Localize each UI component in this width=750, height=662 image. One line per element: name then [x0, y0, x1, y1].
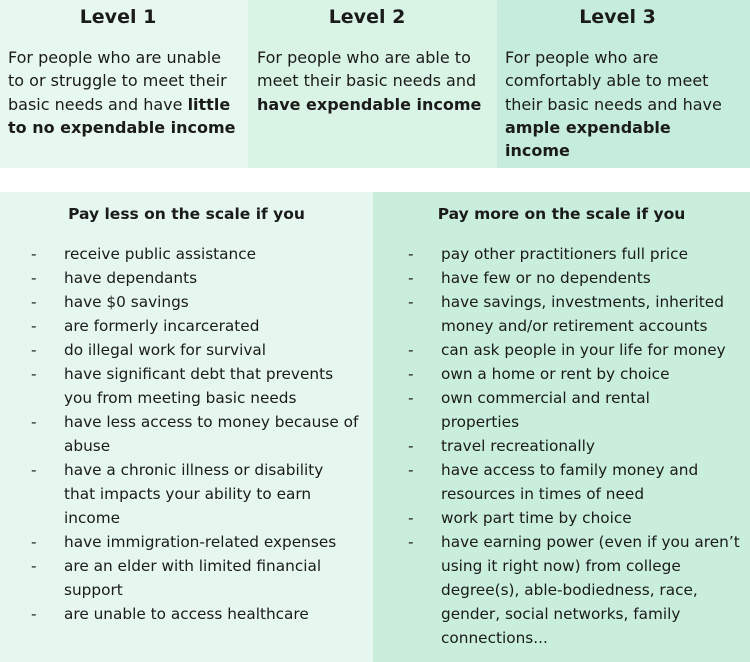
- bullet-dash: -: [408, 245, 414, 263]
- pay-more-item-text: have earning power (even if you aren’t using it right now) from college degree(s), able-bodiedness, race, gender, social networks, family connections...: [441, 533, 740, 647]
- bullet-dash: -: [31, 365, 37, 383]
- pay-more-item: [408, 338, 750, 362]
- level-3-description: [505, 38, 738, 162]
- pay-more-item-text: have access to family money and resources in times of need: [441, 461, 699, 503]
- level-1-title: Level 1: [79, 6, 157, 28]
- pay-less-item-text: are formerly incarcerated: [64, 317, 260, 335]
- bullet-dash: -: [31, 413, 37, 431]
- pay-less-item: [31, 530, 373, 554]
- pay-more-item-text: have few or no dependents: [441, 269, 651, 287]
- level-1-description-text: For people who are unable to or struggle to meet their basic needs and have: [8, 48, 227, 114]
- pay-less-item: [31, 314, 373, 338]
- pay-more-item: [408, 290, 731, 338]
- pay-less-item: [31, 362, 334, 410]
- pay-more-item-text: own a home or rent by choice: [441, 365, 670, 383]
- bullet-dash: -: [31, 557, 37, 575]
- bullet-dash: -: [31, 533, 37, 551]
- level-2-description-text: For people who are able to meet their basic needs and: [257, 48, 477, 91]
- pay-less-item-text: have less access to money because of abuse: [64, 413, 359, 455]
- pay-less-item-text: have $0 savings: [64, 293, 189, 311]
- pay-more-item: [408, 242, 750, 266]
- pay-less-item: [31, 458, 324, 530]
- pay-more-item-text: have savings, investments, inherited money and/or retirement accounts: [441, 293, 724, 335]
- pay-more-item-text: work part time by choice: [441, 509, 632, 527]
- level-2-description-emphasis: have expendable income: [257, 94, 482, 114]
- pay-less-item: [31, 338, 373, 362]
- pay-more-item-text: pay other practitioners full price: [441, 245, 688, 263]
- pay-less-item-text: do illegal work for survival: [64, 341, 266, 359]
- bullet-dash: -: [31, 293, 37, 311]
- level-1-description: [8, 38, 236, 139]
- pay-more-panel: [373, 192, 750, 662]
- bullet-dash: -: [408, 389, 414, 407]
- pay-more-item: [408, 386, 711, 434]
- bullet-dash: -: [408, 293, 414, 311]
- bullet-dash: -: [31, 605, 37, 623]
- bullet-dash: -: [31, 245, 37, 263]
- pay-less-item-text: have significant debt that prevents you from meeting basic needs: [64, 365, 334, 407]
- pay-less-item: [31, 290, 373, 314]
- level-2-title: Level 2: [328, 6, 406, 28]
- bullet-dash: -: [408, 461, 414, 479]
- pay-less-item: [31, 602, 373, 626]
- pay-less-list: [31, 242, 373, 626]
- pay-less-item-text: are an elder with limited financial support: [64, 557, 322, 599]
- pay-less-heading: Pay less on the scale if you: [68, 205, 305, 223]
- level-3-description-text: For people who are comfortably able to meet their basic needs and have: [505, 48, 722, 114]
- pay-more-item: [408, 530, 750, 650]
- pay-more-item-text: can ask people in your life for money: [441, 341, 726, 359]
- pay-less-item-text: are unable to access healthcare: [64, 605, 309, 623]
- bullet-dash: -: [31, 269, 37, 287]
- pay-less-item-text: have dependants: [64, 269, 198, 287]
- level-1-description-emphasis: little to no expendable income: [8, 94, 236, 137]
- bullet-dash: -: [408, 509, 414, 527]
- pay-more-item: [408, 434, 750, 458]
- pay-less-item-text: have a chronic illness or disability that impacts your ability to earn income: [64, 461, 324, 527]
- bullet-dash: -: [408, 269, 414, 287]
- pay-less-item-text: receive public assistance: [64, 245, 257, 263]
- pay-more-item: [408, 362, 750, 386]
- level-3-description-emphasis: ample expendable income: [505, 117, 671, 161]
- level-1-card: [0, 0, 248, 168]
- bullet-dash: -: [31, 461, 37, 479]
- pay-more-list: [408, 242, 750, 650]
- pay-more-item-text: travel recreationally: [441, 437, 595, 455]
- bullet-dash: -: [31, 317, 37, 335]
- bullet-dash: -: [31, 341, 37, 359]
- level-3-title: Level 3: [579, 6, 656, 28]
- bullet-dash: -: [408, 365, 414, 383]
- pay-less-item-text: have immigration-related expenses: [64, 533, 337, 551]
- level-2-card: [248, 0, 497, 168]
- pay-less-item: [31, 410, 364, 458]
- bullet-dash: -: [408, 533, 414, 551]
- scale-guidelines: [0, 192, 750, 662]
- bullet-dash: -: [408, 437, 414, 455]
- pay-more-item-text: own commercial and rental properties: [441, 389, 650, 431]
- bullet-dash: -: [408, 341, 414, 359]
- levels-row: [0, 0, 750, 168]
- pay-less-item: [31, 242, 373, 266]
- pay-less-item: [31, 266, 373, 290]
- pay-less-panel: [0, 192, 373, 662]
- pay-more-heading: Pay more on the scale if you: [437, 205, 686, 223]
- level-2-description: [257, 38, 485, 116]
- level-3-card: [497, 0, 750, 168]
- pay-less-item: [31, 554, 354, 602]
- pay-more-item: [408, 506, 750, 530]
- pay-more-item: [408, 458, 741, 506]
- pay-more-item: [408, 266, 750, 290]
